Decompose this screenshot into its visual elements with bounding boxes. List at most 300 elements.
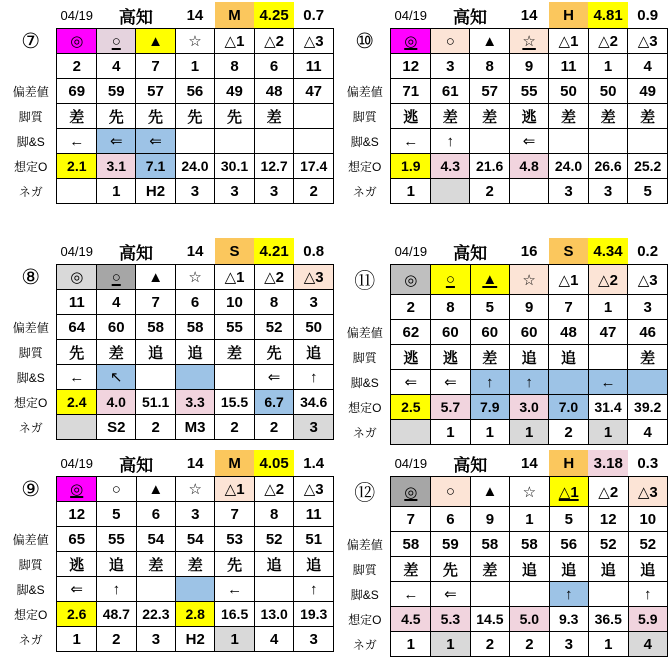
mark-cell: △3: [628, 477, 667, 507]
odds-cell: 5.7: [431, 395, 470, 420]
nega-cell: 1: [588, 632, 628, 657]
row-label: 脚質: [18, 345, 43, 360]
dev-cell: 48: [254, 79, 294, 104]
dev-cell: 60: [509, 320, 548, 345]
horse-number-cell: 1: [588, 295, 628, 320]
style-cell: 追: [549, 557, 588, 582]
dev-cell: 49: [628, 79, 668, 104]
nega-cell: 5: [628, 179, 668, 204]
style-cell: 差: [470, 557, 510, 582]
mark-cell: ○: [431, 477, 470, 507]
mark-cell: △1: [215, 477, 255, 502]
horse-number-cell: 4: [97, 54, 136, 79]
arrow-cell: ↑: [628, 582, 667, 607]
table-row: [5, 340, 334, 365]
nega-cell: 2: [254, 415, 294, 440]
dev-cell: 57: [470, 79, 510, 104]
row-label: 想定O: [14, 159, 48, 174]
arrow-cell: ↑: [509, 370, 548, 395]
table-row: [339, 507, 668, 532]
odds-cell: 19.3: [294, 602, 334, 627]
table-row: [5, 527, 334, 552]
nega-cell: S2: [97, 415, 136, 440]
row-label: ネガ: [18, 184, 43, 199]
mark-cell: △1: [549, 29, 589, 54]
mark-cell: △1: [549, 477, 588, 507]
table-row: [5, 179, 334, 204]
table-row: [339, 295, 668, 320]
horse-number-cell: 12: [57, 502, 97, 527]
style-cell: 追: [510, 557, 549, 582]
dev-cell: 58: [470, 532, 510, 557]
horse-number-cell: 12: [588, 507, 628, 532]
horse-number-cell: 8: [254, 290, 294, 315]
nega-cell: 1: [431, 632, 470, 657]
group-number: ⑪: [354, 269, 376, 293]
mark-cell: ☆: [176, 477, 215, 502]
dev-cell: 60: [470, 320, 509, 345]
group-number: ⑩: [355, 29, 375, 53]
odds-cell: 2.1: [57, 154, 97, 179]
odds-cell: 30.1: [215, 154, 255, 179]
table-row: [339, 370, 668, 395]
row-label: ネガ: [352, 184, 377, 199]
row-label-empty: [339, 54, 391, 79]
odds-cell: 2.8: [176, 602, 215, 627]
style-cell: 逃: [391, 104, 431, 129]
odds-cell: 24.0: [175, 154, 215, 179]
dev-cell: 56: [549, 532, 588, 557]
dev-cell: 55: [215, 315, 255, 340]
dev-cell: 52: [254, 315, 294, 340]
table-row: [339, 532, 668, 557]
style-cell: 追: [588, 557, 628, 582]
arrow-cell: ⇐: [136, 129, 175, 154]
horse-number-cell: 10: [628, 507, 667, 532]
nega-cell: 2: [549, 420, 588, 445]
arrow-cell: [470, 129, 510, 154]
nega-cell: 1: [470, 420, 509, 445]
table-row: [339, 238, 668, 265]
odds-cell: 36.5: [588, 607, 628, 632]
row-label: 想定O: [14, 607, 48, 622]
diff-value: 0.8: [303, 242, 325, 260]
row-label: 偏差値: [346, 325, 383, 340]
arrow-cell: ↑: [470, 370, 509, 395]
style-cell: 差: [57, 104, 97, 129]
style-cell: 逃: [57, 552, 97, 577]
horse-number-cell: 7: [549, 295, 588, 320]
horse-number-cell: 1: [175, 54, 215, 79]
race-table: [5, 450, 334, 652]
horse-number-cell: 2: [57, 54, 97, 79]
arrow-cell: [294, 129, 334, 154]
odds-cell: 24.0: [549, 154, 589, 179]
arrow-cell: ↑: [97, 577, 137, 602]
odds-cell: 15.5: [215, 390, 255, 415]
odds-cell: 12.7: [254, 154, 294, 179]
row-label: 偏差値: [12, 320, 49, 335]
dev-cell: 69: [57, 79, 97, 104]
mark-cell: ◎: [57, 477, 97, 502]
row-label-empty: [339, 507, 391, 532]
table-row: [5, 602, 334, 627]
dev-cell: 50: [549, 79, 589, 104]
arrow-cell: ←: [588, 370, 628, 395]
table-row: [339, 477, 668, 507]
odds-cell: 3.1: [97, 154, 136, 179]
horse-number-cell: 8: [470, 54, 510, 79]
table-row: [5, 265, 334, 290]
arrow-cell: [215, 129, 255, 154]
mark-cell: ◎: [57, 29, 97, 54]
row-label: 脚&S: [16, 582, 45, 597]
nega-cell: 2: [294, 179, 334, 204]
dev-cell: 71: [391, 79, 431, 104]
odds-cell: 26.6: [588, 154, 628, 179]
mark-cell: △2: [254, 477, 294, 502]
dev-cell: 52: [628, 532, 667, 557]
race-table-block: [334, 212, 668, 441]
horse-number-cell: 10: [215, 290, 255, 315]
mark-cell: ◎: [391, 265, 431, 295]
table-row: [339, 104, 668, 129]
style-cell: 差: [97, 340, 136, 365]
odds-cell: 31.4: [588, 395, 628, 420]
arrow-cell: ⇐: [431, 582, 470, 607]
odds-badge: 4.81: [588, 2, 628, 29]
table-row: [339, 179, 668, 204]
odds-cell: 4.0: [97, 390, 136, 415]
odds-cell: 13.0: [254, 602, 294, 627]
header-spacer: [5, 238, 57, 265]
track-name: 高知: [453, 243, 488, 263]
diff-value: 0.3: [637, 454, 659, 472]
style-cell: 追: [549, 345, 588, 370]
horse-number-cell: 9: [509, 295, 548, 320]
race-number: 14: [521, 454, 538, 472]
arrow-cell: ⇐: [509, 129, 548, 154]
row-label: 想定O: [348, 159, 382, 174]
nega-cell: [431, 179, 470, 204]
dev-cell: 58: [136, 315, 176, 340]
nega-cell: 1: [391, 179, 431, 204]
arrow-cell: ⇐: [431, 370, 470, 395]
race-table-block: [0, 0, 334, 212]
mark-cell: △2: [588, 29, 628, 54]
track-name: 高知: [453, 7, 488, 27]
nega-cell: 3: [136, 627, 176, 652]
arrow-cell: ⇐: [391, 370, 431, 395]
arrow-cell: [628, 370, 668, 395]
odds-cell: 3.3: [175, 390, 214, 415]
dev-cell: 54: [136, 527, 176, 552]
arrow-cell: [470, 582, 510, 607]
arrow-cell: [549, 129, 589, 154]
table-row: [339, 79, 668, 104]
table-row: [5, 129, 334, 154]
arrow-cell: [136, 365, 176, 390]
horse-number-cell: 4: [97, 290, 136, 315]
mark-cell: △2: [254, 265, 294, 290]
mark-cell: △2: [254, 29, 294, 54]
nega-cell: 1: [391, 632, 431, 657]
style-cell: 差: [628, 345, 668, 370]
row-label: 脚&S: [350, 587, 379, 602]
nega-cell: 2: [510, 632, 549, 657]
nega-cell: 4: [628, 420, 668, 445]
style-cell: 追: [136, 340, 176, 365]
class-badge: H: [549, 450, 588, 477]
dev-cell: 54: [176, 527, 215, 552]
horse-number-cell: 2: [391, 295, 431, 320]
table-row: [339, 265, 668, 295]
race-table: [339, 2, 668, 204]
horse-number-cell: 11: [57, 290, 97, 315]
race-table: [5, 238, 334, 440]
style-cell: 先: [136, 104, 175, 129]
mark-cell: △1: [215, 29, 255, 54]
odds-cell: 7.1: [136, 154, 175, 179]
horse-number-cell: 3: [294, 290, 334, 315]
dev-cell: 59: [431, 532, 470, 557]
nega-cell: 3: [588, 179, 628, 204]
style-cell: 差: [391, 557, 431, 582]
odds-cell: 48.7: [97, 602, 137, 627]
row-label: 脚質: [18, 557, 43, 572]
horse-number-cell: 5: [97, 502, 137, 527]
mark-cell: ▲: [136, 29, 175, 54]
nega-cell: 1: [97, 179, 136, 204]
style-cell: 差: [628, 104, 668, 129]
table-row: [5, 79, 334, 104]
mark-cell: ▲: [470, 477, 510, 507]
group-number: ⑫: [354, 481, 376, 505]
dev-cell: 52: [254, 527, 294, 552]
horse-number-cell: 8: [215, 54, 255, 79]
race-date: 04/19: [60, 7, 94, 23]
nega-cell: 4: [254, 627, 294, 652]
row-label: 偏差値: [346, 84, 383, 99]
table-row: [339, 557, 668, 582]
table-row: [339, 154, 668, 179]
horse-number-cell: 9: [470, 507, 510, 532]
arrow-cell: [588, 129, 628, 154]
style-cell: 差: [549, 104, 589, 129]
race-number: 16: [520, 242, 538, 260]
dev-cell: 55: [509, 79, 548, 104]
odds-cell: 5.3: [431, 607, 470, 632]
nega-cell: 1: [509, 420, 548, 445]
mark-cell: △3: [294, 477, 334, 502]
table-row: [5, 477, 334, 502]
nega-cell: 2: [215, 415, 255, 440]
table-row: [339, 2, 668, 29]
dev-cell: 60: [97, 315, 136, 340]
arrow-cell: ↖: [97, 365, 136, 390]
dev-cell: 47: [588, 320, 628, 345]
table-row: [5, 2, 334, 29]
style-cell: 追: [294, 340, 334, 365]
mark-cell: ◎: [391, 477, 431, 507]
arrow-cell: ←: [215, 577, 255, 602]
style-cell: 差: [470, 345, 509, 370]
arrow-cell: ←: [57, 365, 97, 390]
odds-cell: 21.6: [470, 154, 510, 179]
mark-cell: ▲: [136, 477, 176, 502]
header-spacer: [339, 450, 391, 477]
horse-number-cell: 5: [549, 507, 588, 532]
odds-cell: 4.5: [391, 607, 431, 632]
odds-cell: 14.5: [470, 607, 510, 632]
arrow-cell: [588, 582, 628, 607]
dev-cell: 50: [294, 315, 334, 340]
row-label: 想定O: [348, 400, 382, 415]
dev-cell: 47: [294, 79, 334, 104]
horse-number-cell: 3: [431, 54, 470, 79]
table-row: [339, 632, 668, 657]
class-badge: S: [549, 238, 588, 265]
odds-cell: 39.2: [628, 395, 668, 420]
odds-badge: 4.05: [254, 450, 294, 477]
style-cell: 差: [254, 104, 294, 129]
mark-cell: △3: [294, 265, 334, 290]
arrow-cell: ↑: [294, 365, 334, 390]
arrow-cell: [510, 582, 549, 607]
table-row: [5, 29, 334, 54]
style-cell: 先: [431, 557, 470, 582]
dev-cell: 46: [628, 320, 668, 345]
horse-number-cell: 8: [431, 295, 470, 320]
arrow-cell: ⇐: [57, 577, 97, 602]
track-name: 高知: [119, 455, 154, 475]
dev-cell: 49: [215, 79, 255, 104]
horse-number-cell: 7: [391, 507, 431, 532]
horse-number-cell: 5: [470, 295, 509, 320]
mark-cell: △2: [588, 265, 628, 295]
diff-value: 1.4: [303, 454, 325, 472]
group-number: ⑦: [21, 29, 41, 53]
row-label: 偏差値: [12, 532, 49, 547]
row-label: 偏差値: [346, 537, 383, 552]
style-cell: [294, 104, 334, 129]
dev-cell: 50: [588, 79, 628, 104]
style-cell: 先: [175, 104, 215, 129]
odds-badge: 4.25: [254, 2, 294, 29]
horse-number-cell: 7: [136, 290, 176, 315]
horse-number-cell: 4: [628, 54, 668, 79]
nega-cell: 2: [470, 179, 510, 204]
style-cell: 追: [97, 552, 137, 577]
nega-cell: 3: [549, 179, 589, 204]
dev-cell: 55: [97, 527, 137, 552]
odds-cell: 5.0: [510, 607, 549, 632]
dev-cell: 58: [175, 315, 214, 340]
horse-number-cell: 12: [391, 54, 431, 79]
mark-cell: △1: [549, 265, 588, 295]
mark-cell: △3: [294, 29, 334, 54]
race-date: 04/19: [394, 7, 428, 23]
table-row: [5, 450, 334, 477]
table-row: [5, 238, 334, 265]
table-row: [339, 129, 668, 154]
dev-cell: 53: [215, 527, 255, 552]
row-label: 想定O: [348, 612, 382, 627]
group-number: ⑨: [21, 477, 41, 501]
row-label: ネガ: [352, 637, 377, 652]
style-cell: 差: [470, 104, 510, 129]
nega-cell: 2: [136, 415, 176, 440]
nega-cell: 3: [294, 627, 334, 652]
mark-cell: △1: [215, 265, 255, 290]
row-label: 脚&S: [350, 134, 379, 149]
odds-cell: 4.8: [509, 154, 548, 179]
row-label: 脚&S: [350, 375, 379, 390]
row-label-empty: [5, 502, 57, 527]
race-date: 04/19: [60, 243, 94, 259]
nega-cell: 1: [588, 420, 628, 445]
nega-cell: H2: [136, 179, 175, 204]
table-row: [339, 29, 668, 54]
mark-cell: ▲: [470, 265, 509, 295]
diff-value: 0.2: [637, 242, 659, 260]
dev-cell: 62: [391, 320, 431, 345]
dev-cell: 64: [57, 315, 97, 340]
dev-cell: 58: [510, 532, 549, 557]
horse-number-cell: 3: [176, 502, 215, 527]
race-number: 14: [186, 242, 204, 260]
mark-cell: ▲: [136, 265, 176, 290]
table-row: [339, 320, 668, 345]
nega-cell: 3: [175, 179, 215, 204]
arrow-cell: ←: [391, 129, 431, 154]
style-cell: 先: [215, 104, 255, 129]
arrow-cell: ⇐: [254, 365, 294, 390]
odds-cell: 34.6: [294, 390, 334, 415]
nega-cell: 3: [549, 632, 588, 657]
mark-cell: ☆: [509, 29, 548, 54]
dev-cell: 58: [391, 532, 431, 557]
horse-number-cell: 1: [588, 54, 628, 79]
race-number: 14: [186, 6, 204, 24]
table-row: [339, 607, 668, 632]
horse-number-cell: 9: [509, 54, 548, 79]
row-label: ネガ: [18, 420, 43, 435]
style-cell: 先: [57, 340, 97, 365]
horse-number-cell: 7: [136, 54, 175, 79]
odds-cell: 6.7: [254, 390, 294, 415]
race-number: 14: [520, 6, 538, 24]
odds-cell: 5.9: [628, 607, 667, 632]
dev-cell: 60: [431, 320, 470, 345]
odds-cell: 25.2: [628, 154, 668, 179]
row-label: ネガ: [18, 632, 43, 647]
race-table-block: [0, 424, 334, 648]
style-cell: 差: [588, 104, 628, 129]
race-table-block: [334, 0, 668, 212]
arrow-cell: [254, 129, 294, 154]
race-table-block: [0, 212, 334, 436]
nega-cell: 1: [215, 627, 255, 652]
style-cell: 追: [294, 552, 334, 577]
odds-cell: 3.0: [509, 395, 548, 420]
class-badge: S: [215, 238, 255, 265]
nega-cell: M3: [175, 415, 214, 440]
mark-cell: ◎: [391, 29, 431, 54]
style-cell: 差: [136, 552, 176, 577]
horse-number-cell: 8: [254, 502, 294, 527]
horse-number-cell: 11: [294, 54, 334, 79]
